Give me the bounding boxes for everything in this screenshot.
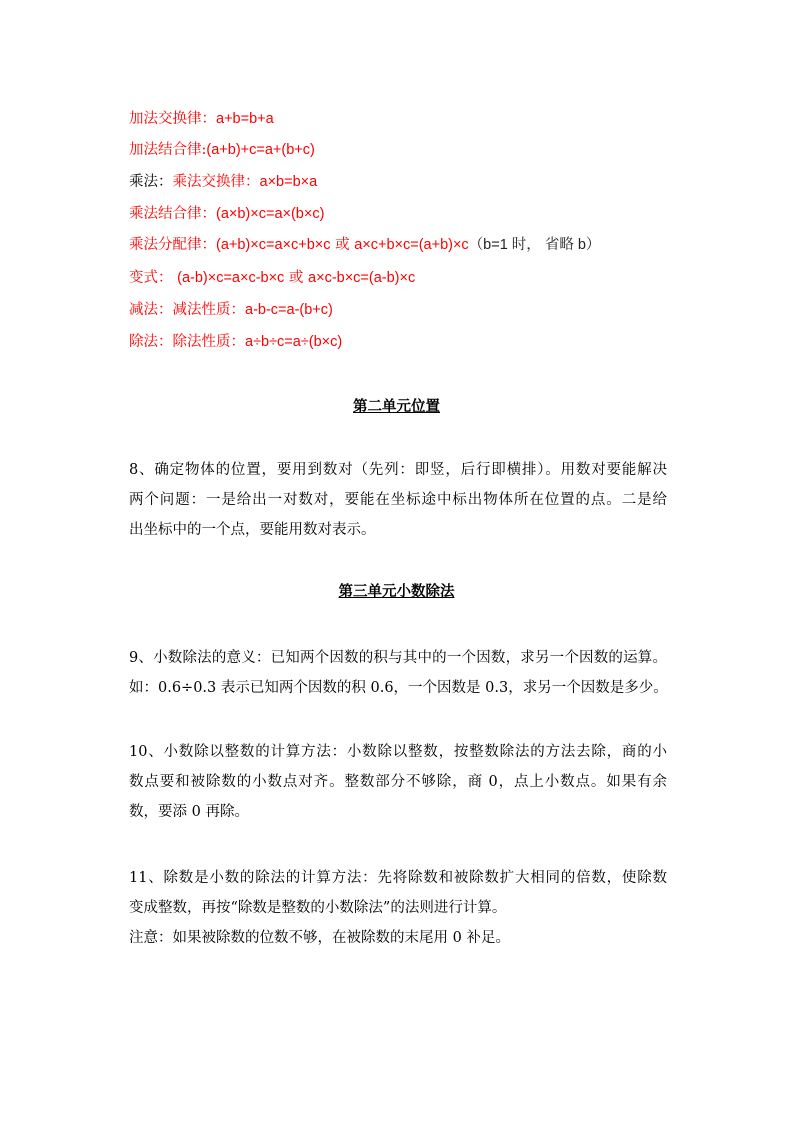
- formula-label: 变式：: [129, 270, 178, 286]
- formula-label: 乘法结合律：: [129, 206, 216, 222]
- paragraph-line: 数，要添 0 再除。: [129, 804, 249, 820]
- formula-label: 加法结合律:: [129, 142, 207, 158]
- formula-connector: 或: [330, 237, 355, 253]
- formula-label: 加法交换律：: [129, 111, 216, 127]
- paragraph-line: 变成整数，再按“除数是整数的小数除法”的法则进行计算。: [129, 900, 507, 916]
- paragraph-line: 注意：如果被除数的位数不够，在被除数的末尾用 0 补足。: [129, 930, 510, 946]
- formula-label: 乘法分配律：: [129, 237, 216, 253]
- paragraph-10: [129, 737, 667, 827]
- formula-label: 除法：除法性质：: [129, 334, 245, 350]
- formula-connector: 或: [284, 270, 309, 286]
- formula-expression: (a+b)+c=a+(b+c): [206, 142, 315, 158]
- formula-expression-alt: a×c-b×c=(a-b)×c: [308, 270, 416, 286]
- formula-line-addition-associative: [129, 140, 315, 160]
- formula-expression: (a×b)×c=a×(b×c): [216, 206, 325, 222]
- section-heading-unit2: 第二单元位置: [353, 399, 440, 415]
- paragraph-line: 数点要和被除数的小数点对齐。整数部分不够除，商 0，点上小数点。如果有余: [129, 774, 667, 790]
- formula-expression: a+b=b+a: [216, 111, 274, 127]
- formula-expression: a÷b÷c=a÷(b×c): [245, 334, 343, 350]
- formula-line-addition-commutative: [129, 109, 274, 129]
- paragraph-line: 10、小数除以整数的计算方法：小数除以整数，按整数除法的方法去除，商的小: [129, 744, 667, 760]
- formula-line-distributive: [129, 235, 600, 255]
- formula-label: 乘法交换律：: [172, 174, 260, 190]
- formula-expression: (a+b)×c=a×c+b×c: [216, 237, 331, 253]
- formula-note: （b=1 时， 省略 b）: [468, 237, 601, 253]
- formula-expression: a-b-c=a-(b+c): [245, 302, 333, 318]
- paragraph-8: [129, 455, 667, 545]
- paragraph-line: 两个问题：一是给出一对数对，要能在坐标途中标出物体所在位置的点。二是给: [129, 492, 667, 508]
- paragraph-line: 出坐标中的一个点，要能用数对表示。: [129, 522, 376, 538]
- formula-line-multiplication-associative: [129, 204, 324, 224]
- paragraph-line: 9、小数除法的意义：已知两个因数的积与其中的一个因数，求另一个因数的运算。: [129, 650, 667, 666]
- formula-expression: (a-b)×c=a×c-b×c: [177, 270, 285, 286]
- formula-line-division: [129, 332, 342, 352]
- formula-line-subtraction: [129, 300, 333, 320]
- formula-label: 减法：减法性质：: [129, 302, 245, 318]
- paragraph-line: 如：0.6÷0.3 表示已知两个因数的积 0.6，一个因数是 0.3，求另一个因数是多少。: [129, 680, 668, 696]
- formula-expression: a×b=b×a: [259, 174, 318, 190]
- paragraph-9: [129, 643, 667, 703]
- paragraph-11: [129, 863, 667, 953]
- formula-line-multiplication-commutative: [129, 172, 317, 192]
- section-heading-unit3: 第三单元小数除法: [338, 584, 455, 600]
- formula-expression-alt: a×c+b×c=(a+b)×c: [354, 237, 469, 253]
- paragraph-line: 11、除数是小数的除法的计算方法：先将除数和被除数扩大相同的倍数，使除数: [129, 870, 667, 886]
- formula-line-variant: [129, 268, 415, 288]
- formula-category-label: 乘法：: [129, 174, 173, 190]
- paragraph-line: 8、确定物体的位置，要用到数对（先列：即竖，后行即横排）。用数对要能解决: [129, 462, 667, 478]
